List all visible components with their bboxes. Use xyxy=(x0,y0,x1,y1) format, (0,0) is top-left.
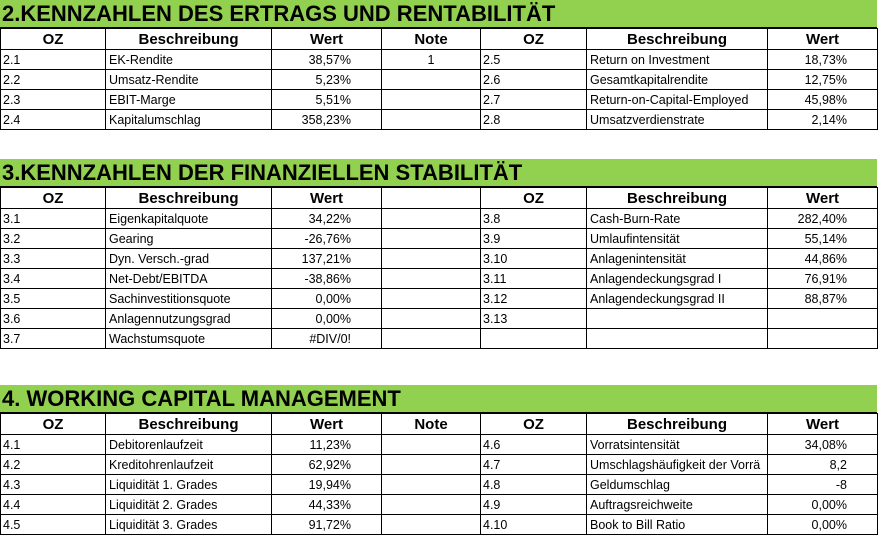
oz-cell[interactable]: 4.10 xyxy=(481,515,587,535)
note-cell[interactable] xyxy=(382,289,481,309)
oz-cell[interactable]: 4.2 xyxy=(1,455,106,475)
oz-header: OZ xyxy=(481,414,587,435)
note-cell[interactable] xyxy=(382,329,481,349)
wert-cell[interactable]: 5,23% xyxy=(272,70,382,90)
wert-cell[interactable]: 88,87% xyxy=(768,289,878,309)
wert-cell[interactable]: 44,33% xyxy=(272,495,382,515)
wert-header: Wert xyxy=(768,188,878,209)
section-title: 2.KENNZAHLEN DES ERTRAGS UND RENTABILITÄT xyxy=(0,0,877,28)
oz-header: OZ xyxy=(1,29,106,50)
wert-cell[interactable]: 34,08% xyxy=(768,435,878,455)
wert-cell[interactable]: 55,14% xyxy=(768,229,878,249)
oz-cell[interactable]: 4.8 xyxy=(481,475,587,495)
note-cell[interactable]: 1 xyxy=(382,50,481,70)
oz-cell[interactable]: 4.1 xyxy=(1,435,106,455)
note-header xyxy=(382,188,481,209)
wert-cell[interactable]: -8 xyxy=(768,475,878,495)
oz-cell[interactable]: 4.9 xyxy=(481,495,587,515)
wert-cell[interactable]: 76,91% xyxy=(768,269,878,289)
wert-cell[interactable]: 12,75% xyxy=(768,70,878,90)
oz-cell[interactable]: 3.9 xyxy=(481,229,587,249)
kennzahlen-table xyxy=(0,28,878,130)
wert-header: Wert xyxy=(272,414,382,435)
note-header: Note xyxy=(382,29,481,50)
wert-cell[interactable]: 0,00% xyxy=(272,309,382,329)
beschreibung-header: Beschreibung xyxy=(106,188,272,209)
note-cell[interactable] xyxy=(382,309,481,329)
beschreibung-cell[interactable]: Anlagennutzungsgrad xyxy=(106,309,272,329)
section-stabilitaet xyxy=(0,159,877,349)
note-cell[interactable] xyxy=(382,90,481,110)
kennzahlen-table xyxy=(0,413,878,535)
wert-cell[interactable]: 0,00% xyxy=(768,515,878,535)
beschreibung-cell[interactable]: Liquidität 1. Grades xyxy=(106,475,272,495)
oz-cell[interactable]: 3.5 xyxy=(1,289,106,309)
oz-cell[interactable]: 4.6 xyxy=(481,435,587,455)
wert-cell[interactable]: 38,57% xyxy=(272,50,382,70)
oz-cell[interactable]: 4.3 xyxy=(1,475,106,495)
wert-header: Wert xyxy=(272,29,382,50)
wert-header: Wert xyxy=(272,188,382,209)
wert-cell[interactable]: 91,72% xyxy=(272,515,382,535)
table-row xyxy=(1,495,878,515)
beschreibung-cell[interactable]: Sachinvestitionsquote xyxy=(106,289,272,309)
note-cell[interactable] xyxy=(382,475,481,495)
table-row xyxy=(1,229,878,249)
note-cell[interactable] xyxy=(382,229,481,249)
beschreibung-cell[interactable]: Kreditohrenlaufzeit xyxy=(106,455,272,475)
table-row xyxy=(1,435,878,455)
table-row xyxy=(1,50,878,70)
beschreibung-cell[interactable]: Anlagendeckungsgrad I xyxy=(587,269,768,289)
note-cell[interactable] xyxy=(382,110,481,130)
beschreibung-cell[interactable]: EK-Rendite xyxy=(106,50,272,70)
oz-cell[interactable]: 4.7 xyxy=(481,455,587,475)
wert-cell[interactable]: 34,22% xyxy=(272,209,382,229)
beschreibung-header: Beschreibung xyxy=(587,414,768,435)
oz-cell[interactable]: 3.7 xyxy=(1,329,106,349)
oz-cell[interactable]: 2.3 xyxy=(1,90,106,110)
oz-cell[interactable]: 2.8 xyxy=(481,110,587,130)
table-row xyxy=(1,209,878,229)
beschreibung-cell[interactable]: Gearing xyxy=(106,229,272,249)
header-row xyxy=(1,414,878,435)
beschreibung-header: Beschreibung xyxy=(106,29,272,50)
beschreibung-header: Beschreibung xyxy=(106,414,272,435)
wert-cell[interactable]: 0,00% xyxy=(768,495,878,515)
table-row xyxy=(1,289,878,309)
oz-cell[interactable]: 3.11 xyxy=(481,269,587,289)
section-working-capital xyxy=(0,385,877,535)
oz-cell[interactable]: 2.6 xyxy=(481,70,587,90)
beschreibung-cell[interactable]: Umschlagshäufigkeit der Vorrä xyxy=(587,455,768,475)
wert-cell[interactable]: #DIV/0! xyxy=(272,329,382,349)
wert-cell[interactable] xyxy=(768,309,878,329)
wert-cell[interactable]: -26,76% xyxy=(272,229,382,249)
beschreibung-cell[interactable]: Umsatzverdienstrate xyxy=(587,110,768,130)
note-cell[interactable] xyxy=(382,455,481,475)
beschreibung-cell[interactable]: Kapitalumschlag xyxy=(106,110,272,130)
kennzahlen-table xyxy=(0,187,878,349)
wert-cell[interactable]: 11,23% xyxy=(272,435,382,455)
table-row xyxy=(1,269,878,289)
beschreibung-cell[interactable]: Umlaufintensität xyxy=(587,229,768,249)
wert-cell[interactable]: 45,98% xyxy=(768,90,878,110)
note-cell[interactable] xyxy=(382,435,481,455)
beschreibung-cell[interactable]: Auftragsreichweite xyxy=(587,495,768,515)
oz-cell[interactable]: 2.5 xyxy=(481,50,587,70)
table-row xyxy=(1,515,878,535)
wert-cell[interactable]: 8,2 xyxy=(768,455,878,475)
beschreibung-header: Beschreibung xyxy=(587,188,768,209)
oz-cell[interactable]: 3.2 xyxy=(1,229,106,249)
beschreibung-cell[interactable]: Gesamtkapitalrendite xyxy=(587,70,768,90)
beschreibung-cell[interactable] xyxy=(587,309,768,329)
note-cell[interactable] xyxy=(382,495,481,515)
header-row xyxy=(1,188,878,209)
wert-cell[interactable]: 0,00% xyxy=(272,289,382,309)
oz-cell[interactable]: 2.1 xyxy=(1,50,106,70)
table-row xyxy=(1,455,878,475)
section-title: 3.KENNZAHLEN DER FINANZIELLEN STABILITÄT xyxy=(0,159,877,187)
oz-header: OZ xyxy=(1,414,106,435)
oz-cell[interactable]: 3.3 xyxy=(1,249,106,269)
note-cell[interactable] xyxy=(382,209,481,229)
oz-cell[interactable] xyxy=(481,329,587,349)
beschreibung-cell[interactable]: Book to Bill Ratio xyxy=(587,515,768,535)
beschreibung-cell[interactable]: Wachstumsquote xyxy=(106,329,272,349)
header-row xyxy=(1,29,878,50)
oz-cell[interactable]: 3.10 xyxy=(481,249,587,269)
note-cell[interactable] xyxy=(382,515,481,535)
wert-cell[interactable]: -38,86% xyxy=(272,269,382,289)
beschreibung-cell[interactable]: Debitorenlaufzeit xyxy=(106,435,272,455)
oz-cell[interactable]: 3.6 xyxy=(1,309,106,329)
oz-cell[interactable]: 3.12 xyxy=(481,289,587,309)
wert-header: Wert xyxy=(768,414,878,435)
table-row xyxy=(1,249,878,269)
wert-cell[interactable]: 62,92% xyxy=(272,455,382,475)
oz-cell[interactable]: 4.4 xyxy=(1,495,106,515)
wert-cell[interactable] xyxy=(768,329,878,349)
oz-header: OZ xyxy=(1,188,106,209)
beschreibung-cell[interactable]: EBIT-Marge xyxy=(106,90,272,110)
oz-header: OZ xyxy=(481,29,587,50)
wert-cell[interactable]: 137,21% xyxy=(272,249,382,269)
beschreibung-cell[interactable]: Vorratsintensität xyxy=(587,435,768,455)
note-cell[interactable] xyxy=(382,249,481,269)
beschreibung-cell[interactable]: Eigenkapitalquote xyxy=(106,209,272,229)
beschreibung-cell[interactable]: Umsatz-Rendite xyxy=(106,70,272,90)
oz-header: OZ xyxy=(481,188,587,209)
beschreibung-cell[interactable]: Liquidität 2. Grades xyxy=(106,495,272,515)
oz-cell[interactable]: 3.13 xyxy=(481,309,587,329)
beschreibung-cell[interactable]: Return-on-Capital-Employed xyxy=(587,90,768,110)
note-cell[interactable] xyxy=(382,70,481,90)
oz-cell[interactable]: 3.8 xyxy=(481,209,587,229)
beschreibung-cell[interactable]: Anlagendeckungsgrad II xyxy=(587,289,768,309)
section-ertrag xyxy=(0,0,877,130)
beschreibung-cell[interactable]: Liquidität 3. Grades xyxy=(106,515,272,535)
beschreibung-cell[interactable] xyxy=(587,329,768,349)
beschreibung-cell[interactable]: Geldumschlag xyxy=(587,475,768,495)
beschreibung-cell[interactable]: Cash-Burn-Rate xyxy=(587,209,768,229)
oz-cell[interactable]: 3.4 xyxy=(1,269,106,289)
oz-cell[interactable]: 2.2 xyxy=(1,70,106,90)
wert-cell[interactable]: 358,23% xyxy=(272,110,382,130)
table-row xyxy=(1,475,878,495)
section-title: 4. WORKING CAPITAL MANAGEMENT xyxy=(0,385,877,413)
oz-cell[interactable]: 2.7 xyxy=(481,90,587,110)
wert-cell[interactable]: 2,14% xyxy=(768,110,878,130)
table-row xyxy=(1,309,878,329)
wert-cell[interactable]: 282,40% xyxy=(768,209,878,229)
beschreibung-cell[interactable]: Net-Debt/EBITDA xyxy=(106,269,272,289)
note-cell[interactable] xyxy=(382,269,481,289)
oz-cell[interactable]: 2.4 xyxy=(1,110,106,130)
table-row xyxy=(1,110,878,130)
oz-cell[interactable]: 4.5 xyxy=(1,515,106,535)
beschreibung-cell[interactable]: Return on Investment xyxy=(587,50,768,70)
wert-cell[interactable]: 44,86% xyxy=(768,249,878,269)
wert-cell[interactable]: 18,73% xyxy=(768,50,878,70)
beschreibung-cell[interactable]: Dyn. Versch.-grad xyxy=(106,249,272,269)
wert-cell[interactable]: 19,94% xyxy=(272,475,382,495)
table-row xyxy=(1,90,878,110)
beschreibung-header: Beschreibung xyxy=(587,29,768,50)
note-header: Note xyxy=(382,414,481,435)
beschreibung-cell[interactable]: Anlagenintensität xyxy=(587,249,768,269)
wert-cell[interactable]: 5,51% xyxy=(272,90,382,110)
table-row xyxy=(1,70,878,90)
oz-cell[interactable]: 3.1 xyxy=(1,209,106,229)
wert-header: Wert xyxy=(768,29,878,50)
table-row xyxy=(1,329,878,349)
